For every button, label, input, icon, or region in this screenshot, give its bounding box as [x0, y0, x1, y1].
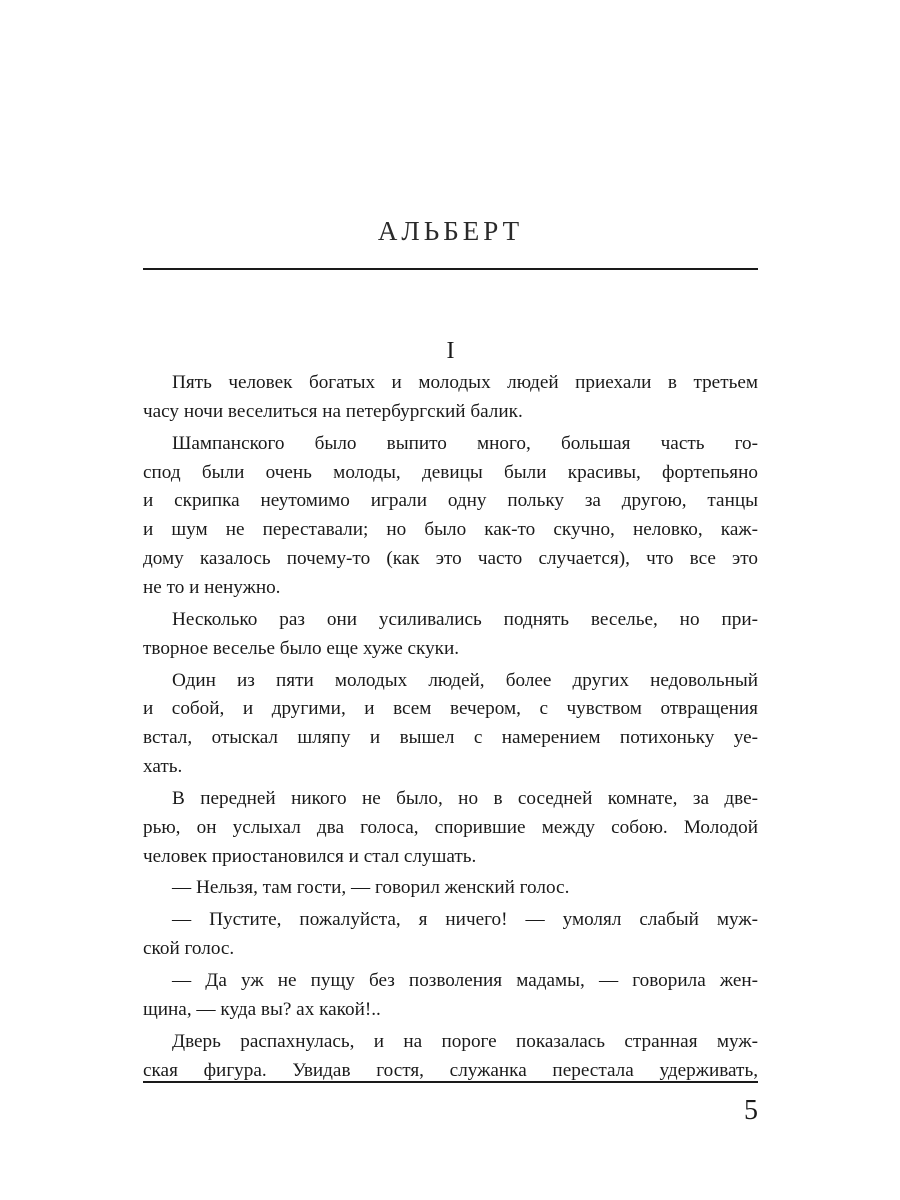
text-line: ская фигура. Увидав гостя, служанка перестала удерживать, [143, 1059, 758, 1081]
text-line: рью, он услыхал два голоса, спорившие между собою. Молодой [143, 816, 758, 838]
paragraph [143, 874, 758, 903]
header-rule [143, 268, 758, 270]
text-line: спод были очень молоды, девицы были красивы, фортепьяно [143, 461, 758, 483]
paragraph [143, 906, 758, 964]
text-line: — Нельзя, там гости, — говорил женский голос. [172, 877, 570, 899]
text-line: Пять человек богатых и молодых людей приехали в третьем [172, 372, 758, 393]
text-line: дому казалось почему-то (как это часто случается), что все это [143, 547, 758, 569]
section-number: I [446, 338, 455, 364]
text-line: — Пустите, пожалуйста, я ничего! — умолял слабый муж- [172, 909, 758, 931]
paragraph [143, 606, 758, 664]
paragraph [143, 667, 758, 782]
body-text [143, 369, 758, 1089]
text-line: творное веселье было еще хуже скуки. [143, 637, 460, 659]
text-line: и собой, и другими, и всем вечером, с чувством отвращения [143, 698, 758, 720]
text-line: В передней никого не было, но в соседней комнате, за две- [172, 787, 758, 809]
chapter-title: АЛЬБЕРТ [377, 216, 524, 246]
page-number: 5 [744, 1095, 758, 1126]
text-line: — Да уж не пущу без позволения мадамы, — говорила жен- [172, 970, 758, 992]
footer-rule [143, 1081, 758, 1083]
text-line: щина, — куда вы? ах какой!.. [143, 999, 381, 1021]
text-line: встал, отыскал шляпу и вышел с намерением потихоньку уе- [143, 727, 758, 749]
paragraph [143, 369, 758, 427]
text-line: Один из пяти молодых людей, более других недовольный [172, 669, 758, 691]
text-line: часу ночи веселиться на петербургский балик. [143, 400, 523, 422]
text-line: Шампанского было выпито много, большая часть го- [172, 432, 758, 454]
text-line: человек приостановился и стал слушать. [143, 845, 477, 867]
text-line: Несколько раз они усиливались поднять веселье, но при- [172, 608, 758, 630]
text-line: хать. [143, 755, 183, 777]
text-line: и скрипка неутомимо играли одну польку за другою, танцы [143, 490, 758, 512]
paragraph [143, 430, 758, 603]
paragraph [143, 967, 758, 1025]
paragraph [143, 785, 758, 871]
text-line: не то и ненужно. [143, 576, 281, 598]
text-line: ской голос. [143, 938, 235, 960]
text-line: Дверь распахнулась, и на пороге показалась странная муж- [172, 1031, 758, 1053]
paragraph [143, 1028, 758, 1086]
text-line: и шум не переставали; но было как-то скучно, неловко, каж- [143, 519, 758, 541]
